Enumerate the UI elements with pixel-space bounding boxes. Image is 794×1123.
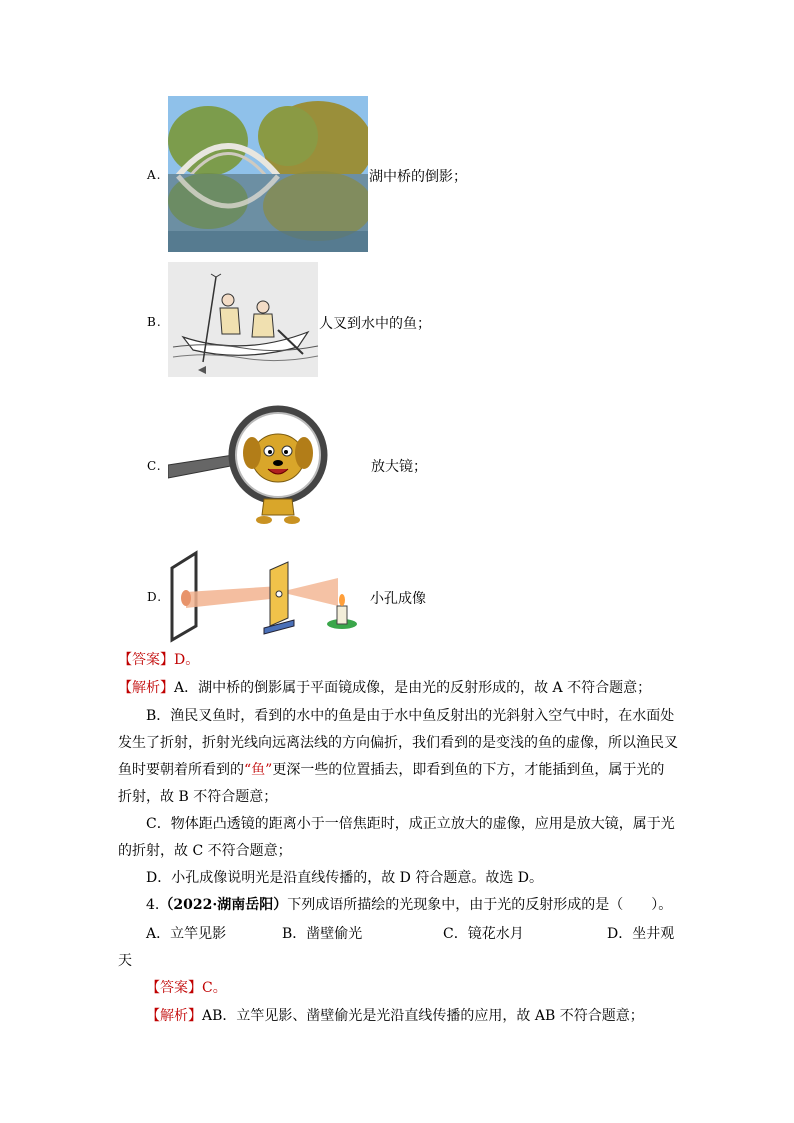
question-4-stem <box>146 893 706 917</box>
choice-c: C．镜花水月 <box>443 926 524 942</box>
option-c-caption: 放大镜； <box>371 459 427 475</box>
answer-tag: 【答案】 <box>118 652 174 668</box>
analysis-text: 鱼时要朝着所看到的 <box>118 762 244 778</box>
answer-line-2 <box>146 976 706 1000</box>
analysis-text: A．湖中桥的倒影属于平面镜成像，是由光的反射形成的，故 A 不符合题意； <box>174 680 652 696</box>
analysis-line-8: D．小孔成像说明光是沿直线传播的，故 D 符合题意。故选 D。 <box>146 870 544 886</box>
fishing-boat-illustration <box>168 262 318 377</box>
option-a-letter: A. <box>147 168 162 182</box>
question-source: （2022·湖南岳阳） <box>159 897 288 913</box>
analysis-text: 更深一些的位置插去，即看到鱼的下方，才能插到鱼，属于光的 <box>272 762 665 778</box>
bridge-reflection-photo <box>168 96 368 252</box>
option-a-caption: 湖中桥的倒影； <box>369 169 467 185</box>
analysis-tag: 【解析】 <box>118 680 174 696</box>
option-c-letter: C. <box>147 459 162 473</box>
pinhole-camera-diagram <box>168 548 363 643</box>
answer-line <box>118 648 678 672</box>
choice-a: A．立竿见影 <box>146 926 227 942</box>
option-d-letter: D. <box>147 590 163 604</box>
option-b-caption: 人叉到水中的鱼； <box>319 316 431 332</box>
option-b-letter: B. <box>147 315 162 329</box>
choice-d: D．坐井观 <box>607 926 675 942</box>
analysis-text: AB．立竿见影、凿壁偷光是光沿直线传播的应用，故 AB 不符合题意； <box>202 1008 644 1024</box>
analysis-line-2: B．渔民叉鱼时，看到的水中的鱼是由于水中鱼反射出的光斜射入空气中时，在水面处 <box>146 708 675 724</box>
question-number: 4. <box>146 897 160 913</box>
analysis-line-3: 发生了折射，折射光线向远离法线的方向偏折，我们看到的是变浅的鱼的虚像，所以渔民叉 <box>118 735 678 751</box>
highlighted-quote: “鱼” <box>244 762 273 778</box>
choice-d-wrap: 天 <box>118 953 132 969</box>
magnifying-glass-dog-illustration <box>168 403 333 538</box>
choice-b: B．凿壁偷光 <box>282 926 363 942</box>
option-d-caption: 小孔成像 <box>370 591 426 607</box>
question-text: 下列成语所描绘的光现象中，由于光的反射形成的是（ ）。 <box>287 897 673 913</box>
analysis-line-7: 的折射，故 C 不符合题意； <box>118 843 292 859</box>
analysis-tag: 【解析】 <box>146 1008 202 1024</box>
answer-text: C。 <box>202 980 227 996</box>
analysis-line-4 <box>118 758 678 782</box>
analysis-line-1 <box>118 676 678 700</box>
analysis-2-line <box>146 1004 706 1028</box>
answer-text: D。 <box>174 652 200 668</box>
analysis-line-5: 折射，故 B 不符合题意； <box>118 789 278 805</box>
analysis-line-6: C．物体距凸透镜的距离小于一倍焦距时，成正立放大的虚像，应用是放大镜，属于光 <box>146 816 675 832</box>
answer-tag: 【答案】 <box>146 980 202 996</box>
